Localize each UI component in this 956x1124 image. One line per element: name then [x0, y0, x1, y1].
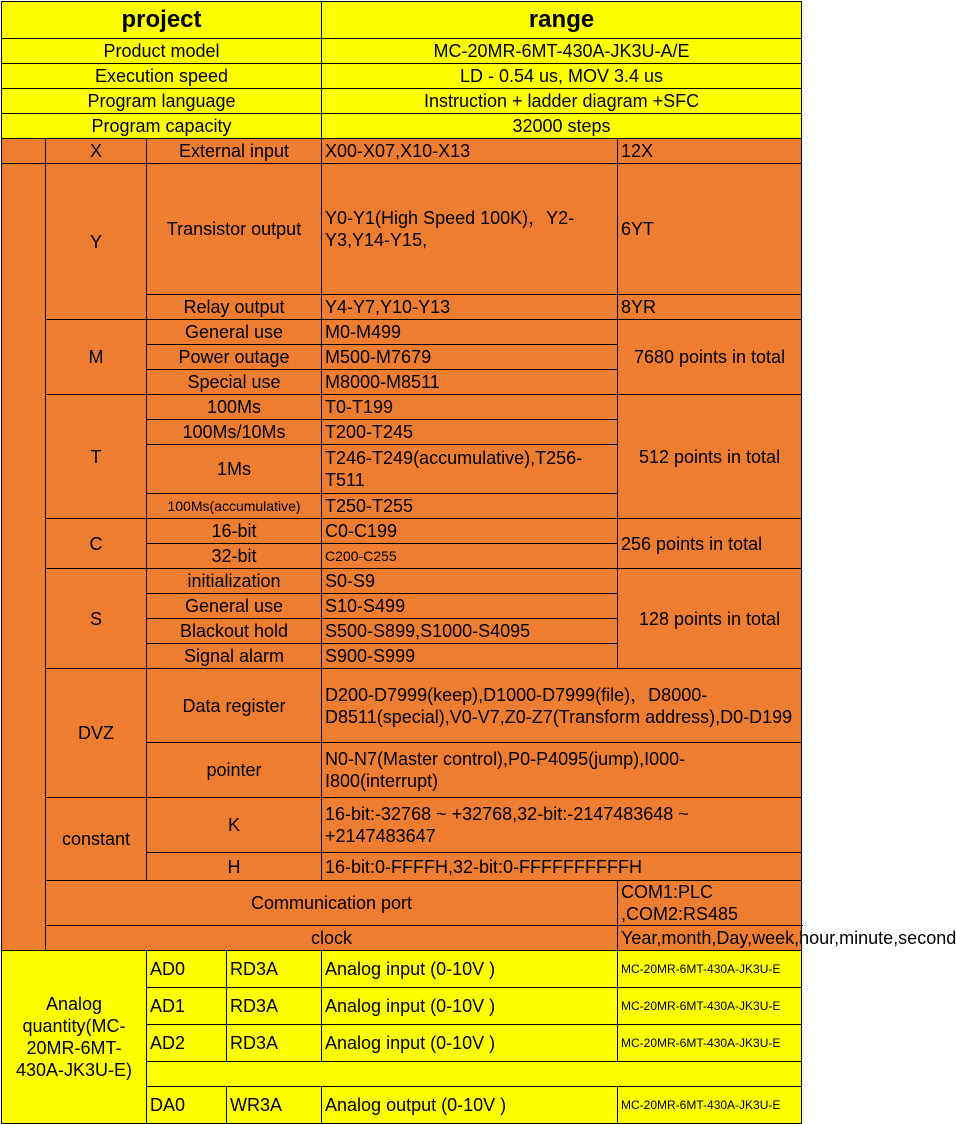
dvz-data-register-name: Data register: [147, 669, 322, 743]
m-name: Power outage: [147, 345, 322, 370]
t-total: 512 points in total: [618, 395, 802, 519]
analog-channel: AD2: [147, 1025, 227, 1062]
blank-cell: [2, 139, 46, 164]
c-name: 16-bit: [147, 519, 322, 544]
analog-model: MC-20MR-6MT-430A-JK3U-E: [618, 1025, 802, 1062]
m-code: M: [46, 320, 147, 395]
constant-k-row: [2, 798, 802, 853]
t-name: 100Ms/10Ms: [147, 420, 322, 445]
s-range: S900-S999: [322, 644, 618, 669]
s-name: Signal alarm: [147, 644, 322, 669]
c-row: [2, 519, 802, 544]
general-label: Execution speed: [2, 64, 322, 89]
s-name: initialization: [147, 569, 322, 594]
x-name: External input: [147, 139, 322, 164]
constant-code: constant: [46, 798, 147, 881]
s-name: Blackout hold: [147, 619, 322, 644]
c-range: C0-C199: [322, 519, 618, 544]
c-total: 256 points in total: [618, 519, 802, 569]
constant-h-name: H: [147, 853, 322, 881]
s-total: 128 points in total: [618, 569, 802, 669]
analog-description: Analog input (0-10V ): [322, 1025, 618, 1062]
x-row: [2, 139, 802, 164]
analog-model: MC-20MR-6MT-430A-JK3U-E: [618, 951, 802, 988]
analog-description: Analog output (0-10V ): [322, 1087, 618, 1124]
general-value: LD - 0.54 us, MOV 3.4 us: [322, 64, 802, 89]
general-value: 32000 steps: [322, 114, 802, 139]
x-range: X00-X07,X10-X13: [322, 139, 618, 164]
y-transistor-range: Y0-Y1(High Speed 100K)，Y2-Y3,Y14-Y15,: [322, 164, 618, 295]
analog-channel: AD1: [147, 988, 227, 1025]
general-row: [2, 39, 802, 64]
analog-model: MC-20MR-6MT-430A-JK3U-E: [618, 988, 802, 1025]
y-transistor-row: [2, 164, 802, 295]
t-code: T: [46, 395, 147, 519]
s-range: S10-S499: [322, 594, 618, 619]
c-name: 32-bit: [147, 544, 322, 569]
communication-value: COM1:PLC ,COM2:RS485: [618, 881, 802, 926]
constant-k-range: 16-bit:-32768 ~ +32768,32-bit:-2147483648 ~ +2147483647: [322, 798, 802, 853]
m-total: 7680 points in total: [618, 320, 802, 395]
s-range: S500-S899,S1000-S4095: [322, 619, 618, 644]
x-code: X: [46, 139, 147, 164]
general-row: [2, 114, 802, 139]
analog-channel: AD0: [147, 951, 227, 988]
dvz-data-register-row: [2, 669, 802, 743]
general-value: MC-20MR-6MT-430A-JK3U-A/E: [322, 39, 802, 64]
dvz-pointer-range: N0-N7(Master control),P0-P4095(jump),I000-I800(interrupt): [322, 743, 802, 798]
m-row: [2, 320, 802, 345]
general-value: Instruction + ladder diagram +SFC: [322, 89, 802, 114]
t-name: 100Ms(accumulative): [147, 494, 322, 519]
analog-channel: DA0: [147, 1087, 227, 1124]
analog-register: RD3A: [227, 951, 322, 988]
analog-row: [2, 951, 802, 988]
general-row: [2, 64, 802, 89]
header-project: project: [2, 2, 322, 39]
analog-label: Analog quantity(MC-20MR-6MT-430A-JK3U-E): [2, 951, 147, 1124]
m-range: M500-M7679: [322, 345, 618, 370]
s-row: [2, 569, 802, 594]
m-name: Special use: [147, 370, 322, 395]
constant-h-range: 16-bit:0-FFFFH,32-bit:0-FFFFFFFFFFH: [322, 853, 802, 881]
spec-table: [1, 1, 956, 1124]
s-code: S: [46, 569, 147, 669]
general-label: Product model: [2, 39, 322, 64]
header-row: [2, 2, 802, 39]
clock-row: [2, 926, 802, 951]
analog-description: Analog input (0-10V ): [322, 951, 618, 988]
analog-register: RD3A: [227, 1025, 322, 1062]
left-spacer: [2, 164, 46, 951]
clock-value: Year,month,Day,week,hour,minute,second: [618, 926, 802, 951]
s-name: General use: [147, 594, 322, 619]
y-transistor-count: 6YT: [618, 164, 802, 295]
dvz-pointer-name: pointer: [147, 743, 322, 798]
t-range: T250-T255: [322, 494, 618, 519]
c-code: C: [46, 519, 147, 569]
t-range: T246-T249(accumulative),T256-T511: [322, 445, 618, 494]
clock-label: clock: [46, 926, 618, 951]
constant-k-name: K: [147, 798, 322, 853]
t-range: T0-T199: [322, 395, 618, 420]
m-name: General use: [147, 320, 322, 345]
t-name: 1Ms: [147, 445, 322, 494]
general-label: Program language: [2, 89, 322, 114]
t-name: 100Ms: [147, 395, 322, 420]
header-range: range: [322, 2, 802, 39]
communication-label: Communication port: [46, 881, 618, 926]
s-range: S0-S9: [322, 569, 618, 594]
m-range: M0-M499: [322, 320, 618, 345]
dvz-data-register-range: D200-D7999(keep),D1000-D7999(file)，D8000-D8511(special),V0-V7,Z0-Z7(Transform address),D0-D199: [322, 669, 802, 743]
t-range: T200-T245: [322, 420, 618, 445]
analog-register: WR3A: [227, 1087, 322, 1124]
y-relay-range: Y4-Y7,Y10-Y13: [322, 295, 618, 320]
communication-row: [2, 881, 802, 926]
analog-empty-cell: [147, 1062, 802, 1087]
analog-register: RD3A: [227, 988, 322, 1025]
y-relay-count: 8YR: [618, 295, 802, 320]
x-count: 12X: [618, 139, 802, 164]
c-range: C200-C255: [322, 544, 618, 569]
t-row: [2, 395, 802, 420]
y-transistor-name: Transistor output: [147, 164, 322, 295]
analog-model: MC-20MR-6MT-430A-JK3U-E: [618, 1087, 802, 1124]
general-label: Program capacity: [2, 114, 322, 139]
general-row: [2, 89, 802, 114]
m-range: M8000-M8511: [322, 370, 618, 395]
y-relay-name: Relay output: [147, 295, 322, 320]
dvz-code: DVZ: [46, 669, 147, 798]
analog-description: Analog input (0-10V ): [322, 988, 618, 1025]
y-code: Y: [46, 164, 147, 320]
